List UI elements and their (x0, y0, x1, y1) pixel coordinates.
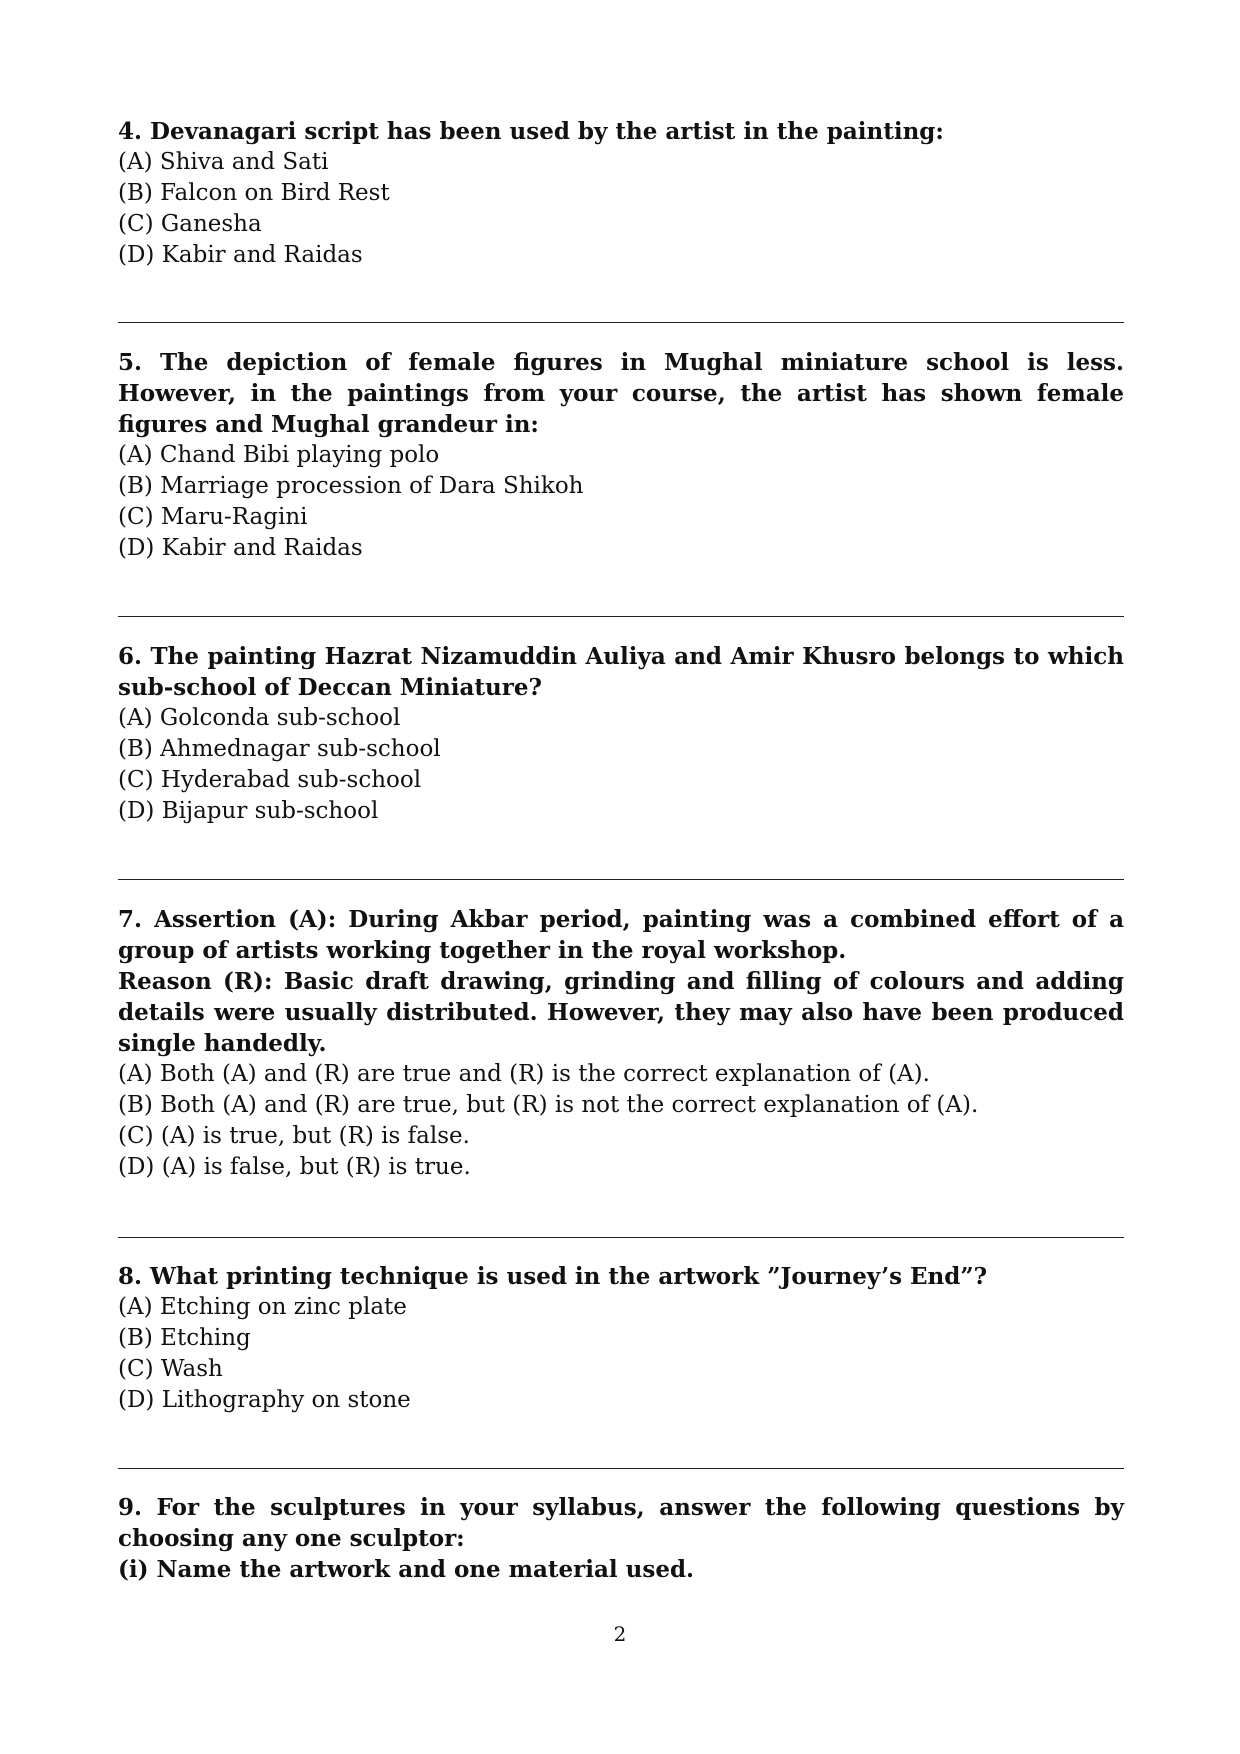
option-d: (D) Bijapur sub-school (118, 798, 379, 824)
divider (118, 616, 1124, 617)
option-b: (B) Etching (118, 1325, 251, 1351)
option-d: (D) Kabir and Raidas (118, 535, 363, 561)
option-b: (B) Falcon on Bird Rest (118, 180, 390, 206)
assertion-text: 7. Assertion (A): During Akbar period, painting was a combined effort of a group of artists working together in the royal workshop. (118, 906, 1124, 964)
question-6 (118, 641, 1124, 827)
sub-question: (i) Name the artwork and one material used. (118, 1556, 695, 1583)
option-b: (B) Marriage procession of Dara Shikoh (118, 473, 584, 499)
question-stem: 8. What printing technique is used in the artwork ”Journey’s End”? (118, 1263, 988, 1290)
option-a: (A) Golconda sub-school (118, 705, 401, 731)
option-c: (C) Maru-Ragini (118, 504, 308, 530)
question-8 (118, 1261, 1124, 1416)
question-7 (118, 904, 1124, 1183)
option-a: (A) Shiva and Sati (118, 149, 329, 175)
option-d: (D) (A) is false, but (R) is true. (118, 1154, 471, 1180)
option-c: (C) (A) is true, but (R) is false. (118, 1123, 470, 1149)
page-number: 2 (613, 1622, 627, 1646)
reason-text: Reason (R): Basic draft drawing, grinding and filling of colours and adding details were usually distributed. However, they may also have been produced single handedly. (118, 968, 1124, 1057)
option-d: (D) Kabir and Raidas (118, 242, 363, 268)
option-b: (B) Ahmednagar sub-school (118, 736, 441, 762)
option-a: (A) Etching on zinc plate (118, 1294, 407, 1320)
divider (118, 879, 1124, 880)
question-stem: 5. The depiction of female figures in Mughal miniature school is less. However, in the paintings from your course, the artist has shown female figures and Mughal grandeur in: (118, 349, 1124, 438)
option-d: (D) Lithography on stone (118, 1387, 411, 1413)
option-a: (A) Chand Bibi playing polo (118, 442, 440, 468)
option-c: (C) Ganesha (118, 211, 262, 237)
question-stem: 4. Devanagari script has been used by the artist in the painting: (118, 118, 944, 145)
question-4 (118, 116, 1124, 271)
question-5 (118, 347, 1124, 564)
option-c: (C) Hyderabad sub-school (118, 767, 422, 793)
question-stem: 9. For the sculptures in your syllabus, answer the following questions by choosing any one sculptor: (118, 1494, 1124, 1552)
divider (118, 322, 1124, 323)
divider (118, 1468, 1124, 1469)
question-stem: 6. The painting Hazrat Nizamuddin Auliya and Amir Khusro belongs to which sub-school of Deccan Miniature? (118, 643, 1124, 701)
option-b: (B) Both (A) and (R) are true, but (R) is not the correct explanation of (A). (118, 1092, 979, 1118)
option-a: (A) Both (A) and (R) are true and (R) is the correct explanation of (A). (118, 1061, 930, 1087)
question-9 (118, 1492, 1124, 1585)
option-c: (C) Wash (118, 1356, 223, 1382)
divider (118, 1237, 1124, 1238)
